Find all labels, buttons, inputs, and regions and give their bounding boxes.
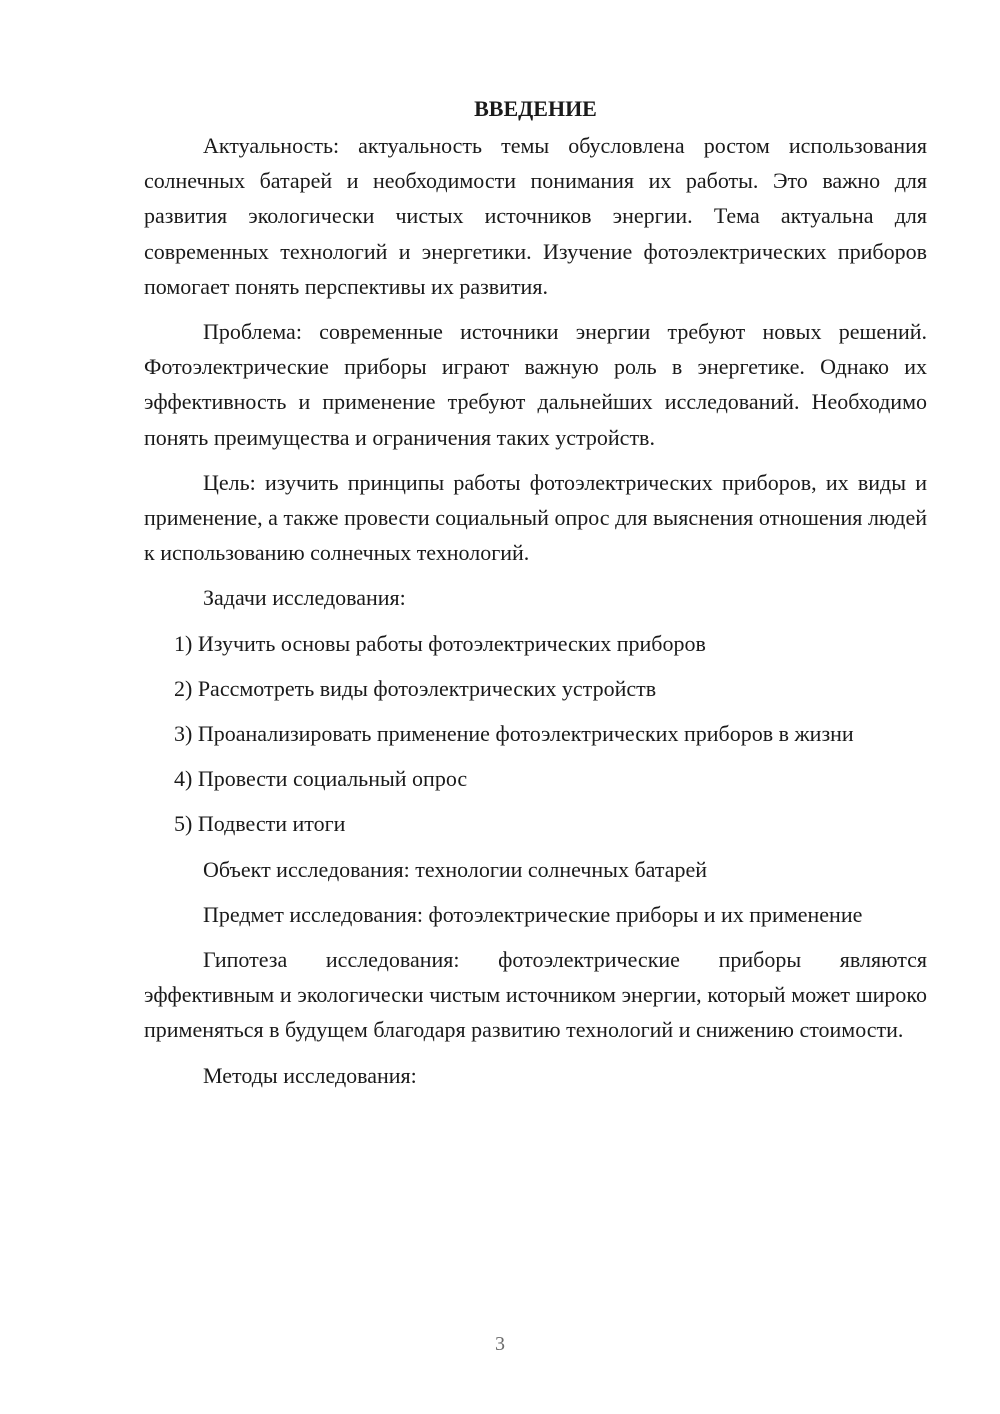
paragraph-object: Объект исследования: технологии солнечных батарей <box>203 856 708 882</box>
paragraph-goal: Цель: изучить принципы работы фотоэлектрических приборов, их виды и применение, а также провести социальный опрос для выяснения отношения людей к использованию солнечных технологий. <box>144 469 927 566</box>
paragraph-relevance: Актуальность: актуальность темы обусловлена ростом использования солнечных батарей и необходимости понимания их работы. Это важно для развития экологически чистых источников энергии. Тема актуальна для современных технологий и энергетики. Изучение фотоэлектрических приборов помогает понять перспективы их развития. <box>144 133 927 299</box>
paragraph-hypothesis: Гипотеза исследования: фотоэлектрические приборы являются эффективным и экологически чистым источником энергии, который может широко применяться в будущем благодаря развитию технологий и снижению стоимости. <box>144 947 927 1043</box>
tasks-list <box>144 626 927 842</box>
paragraph-methods-title: Методы исследования: <box>203 1062 417 1088</box>
list-item: 2) Рассмотреть виды фотоэлектрических устройств <box>174 675 657 701</box>
paragraph-subject: Предмет исследования: фотоэлектрические приборы и их применение <box>203 901 863 927</box>
list-item: 4) Провести социальный опрос <box>174 766 468 792</box>
list-item: 3) Проанализировать применение фотоэлектрических приборов в жизни <box>174 721 854 747</box>
list-item: 5) Подвести итоги <box>174 811 346 837</box>
document-page <box>144 92 927 1103</box>
page-number: 3 <box>495 1333 505 1355</box>
paragraph-problem: Проблема: современные источники энергии требуют новых решений. Фотоэлектрические приборы играют важную роль в энергетике. Однако их эффективность и применение требуют дальнейших исследований. Необходимо понять преимущества и ограничения таких устройств. <box>144 319 927 450</box>
section-heading: ВВЕДЕНИЕ <box>474 96 597 121</box>
list-item: 1) Изучить основы работы фотоэлектрических приборов <box>174 630 706 656</box>
paragraph-tasks-title: Задачи исследования: <box>203 585 406 611</box>
